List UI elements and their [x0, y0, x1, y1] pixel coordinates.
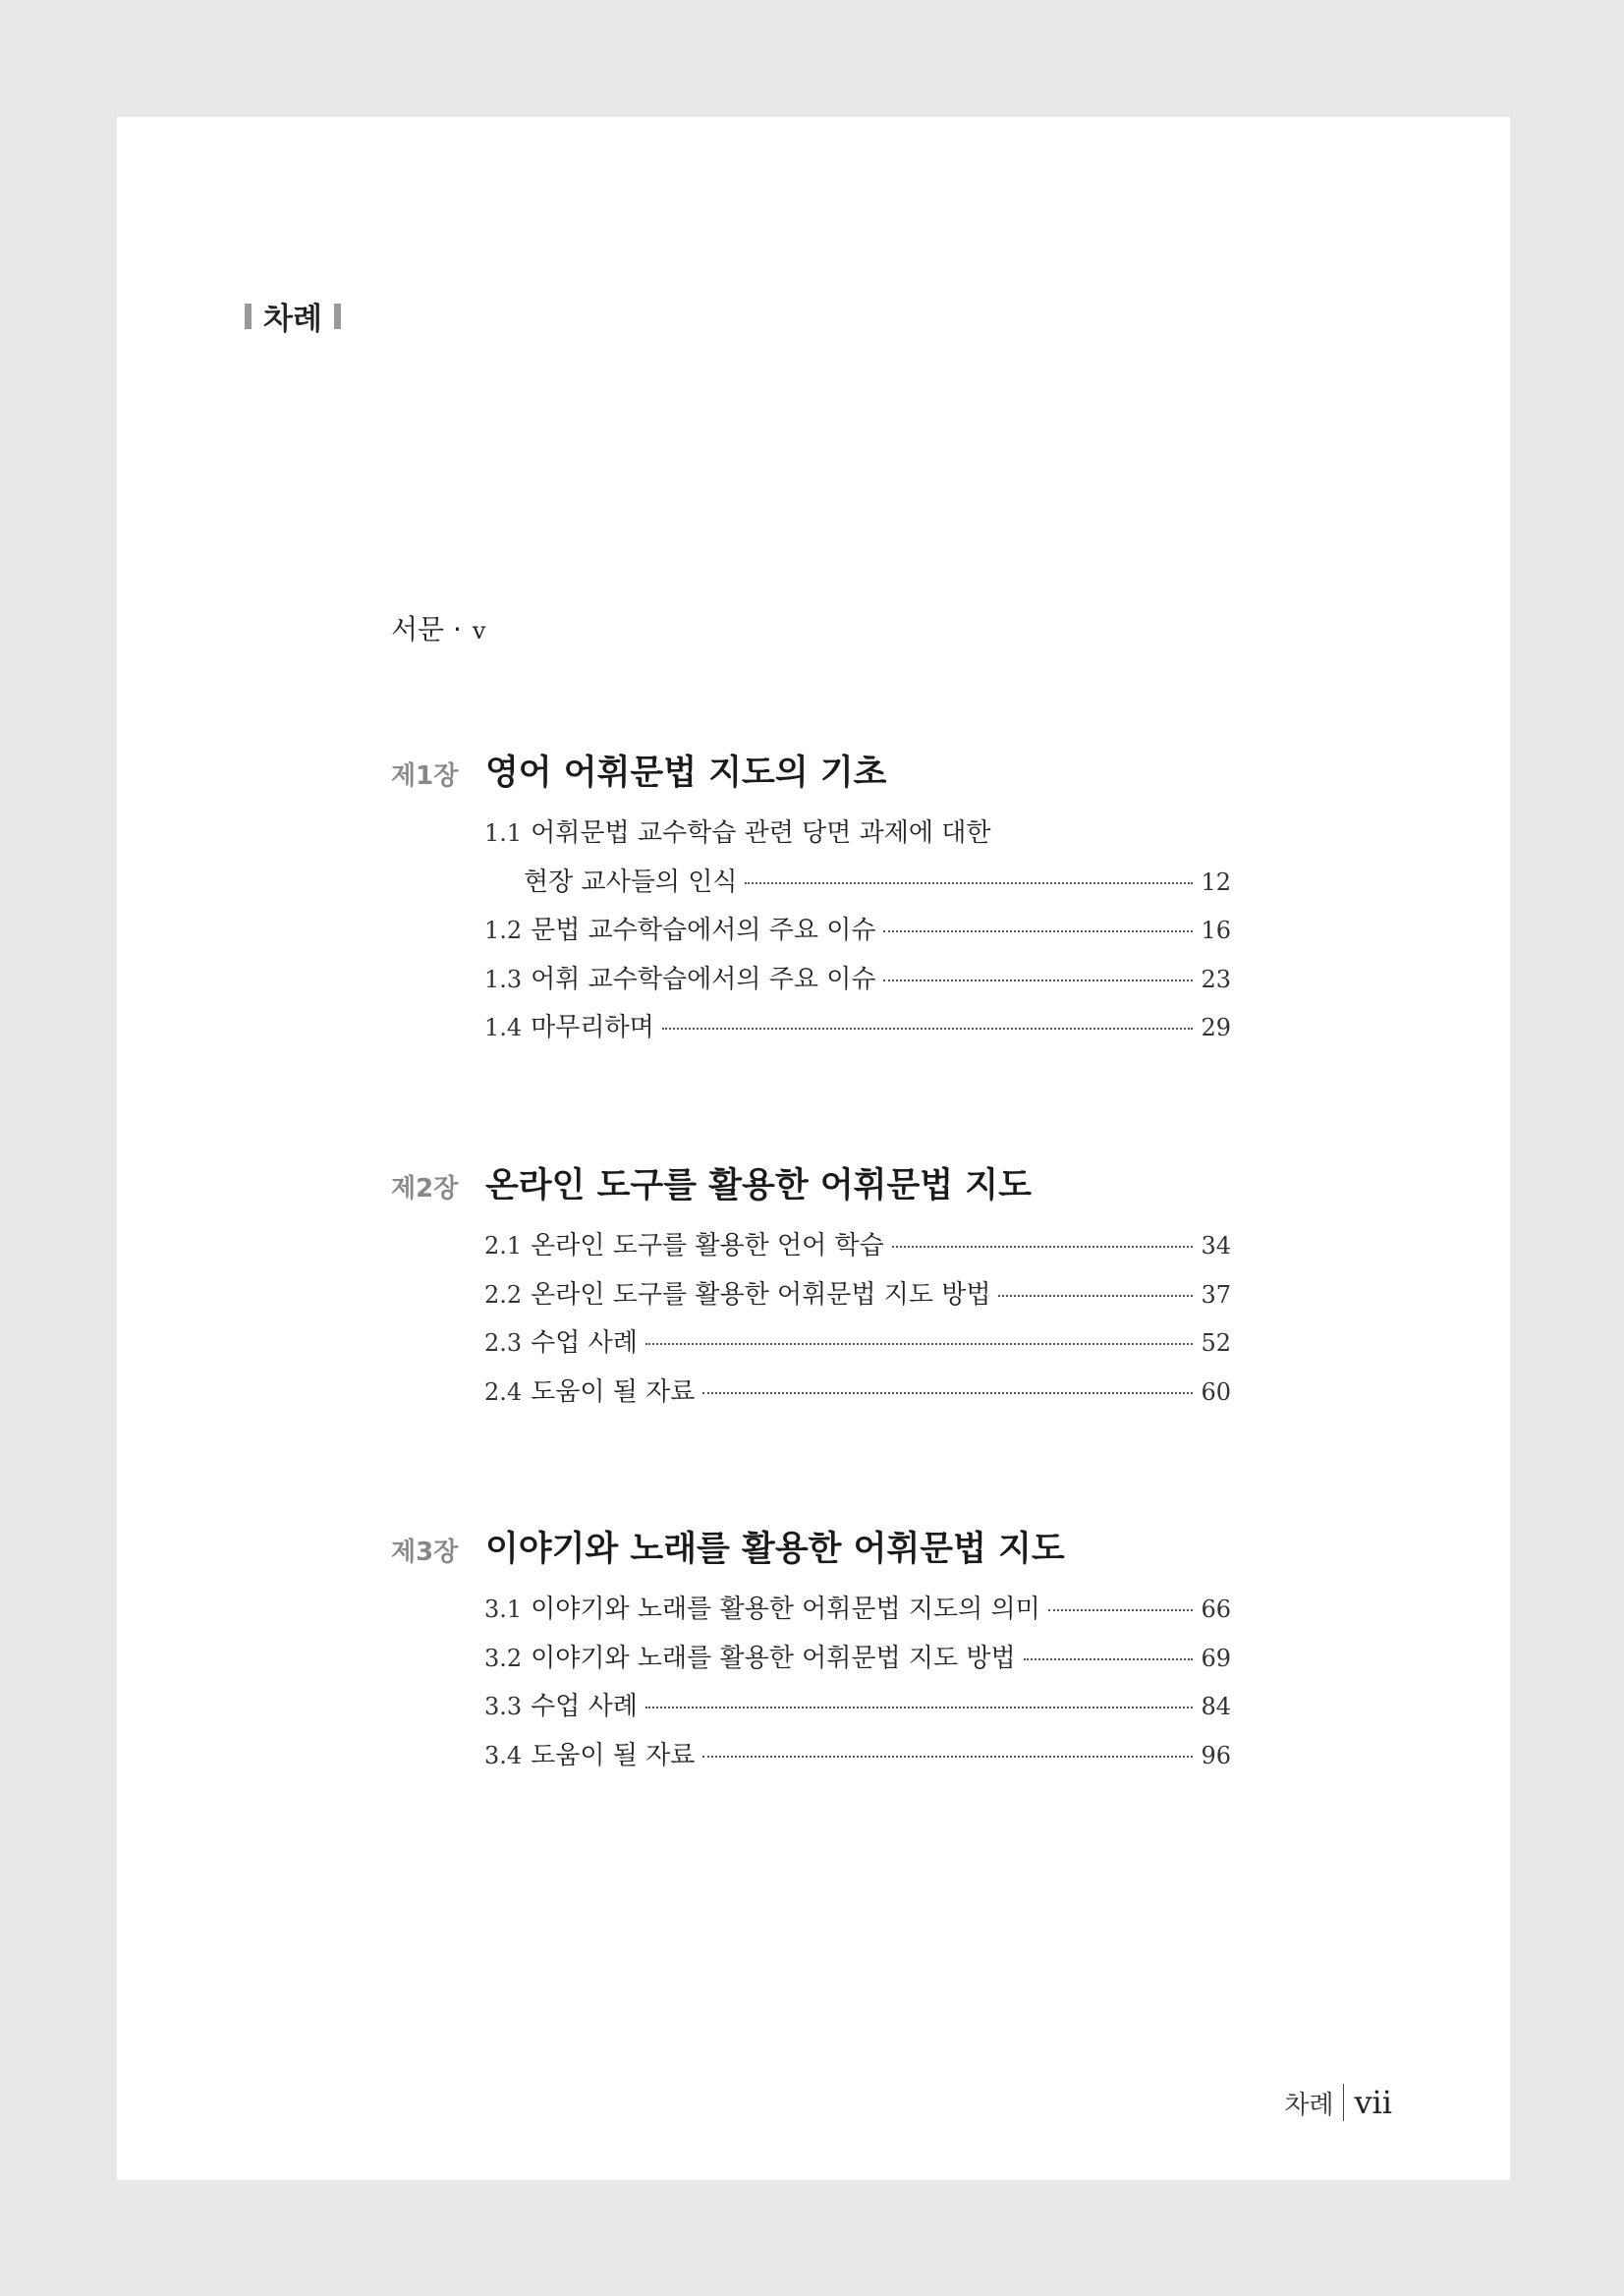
entry-page: 23: [1201, 965, 1231, 993]
preface-entry[interactable]: [391, 608, 485, 647]
preface-label: 서문: [391, 613, 445, 645]
chapter-2-entries: [391, 1225, 1231, 1420]
dot-leader: [645, 1707, 1194, 1708]
entry-text: 문법 교수학습에서의 주요 이슈: [531, 916, 876, 945]
entry-text: 어휘 교수학습에서의 주요 이슈: [531, 964, 876, 994]
chapter-1: [391, 746, 1342, 1056]
dot-leader: [883, 980, 1193, 981]
section-number: 3.4: [484, 1741, 523, 1769]
section-number: 1.1: [484, 819, 523, 847]
entry-page: 52: [1201, 1329, 1231, 1357]
toc-entry-3-2[interactable]: [484, 1638, 1231, 1687]
section-number: 3.2: [484, 1644, 523, 1672]
dot-leader: [745, 882, 1193, 884]
toc-heading-label: 차례: [263, 302, 322, 337]
section-number: 3.3: [484, 1693, 523, 1720]
toc-entry-1-4[interactable]: [484, 1007, 1231, 1056]
chapter-title: 이야기와 노래를 활용한 어휘문법 지도: [485, 1529, 1065, 1569]
toc-entry-2-3[interactable]: [484, 1322, 1231, 1372]
entry-text-line1: 어휘문법 교수학습 관련 당면 과제에 대한: [531, 818, 991, 848]
entry-text: 도움이 될 자료: [531, 1376, 696, 1407]
chapter-number: 제1장: [391, 761, 459, 791]
dot-leader: [883, 930, 1193, 932]
dot-leader: [998, 1295, 1193, 1297]
heading-bar-left: [245, 304, 252, 329]
section-number: 1.3: [484, 965, 523, 993]
section-number: 2.1: [484, 1232, 523, 1260]
section-number: 2.4: [484, 1377, 523, 1406]
entry-text: 수업 사례: [531, 1328, 638, 1358]
section-number: 2.2: [484, 1280, 523, 1309]
toc-entry-3-4[interactable]: [484, 1735, 1231, 1784]
entry-page: 60: [1201, 1377, 1231, 1406]
dot-leader: [702, 1392, 1193, 1394]
chapter-title: 영어 어휘문법 지도의 기초: [485, 753, 887, 793]
preface-page: v: [472, 617, 486, 644]
chapter-number: 제2장: [391, 1174, 459, 1204]
page-footer: [1284, 2084, 1392, 2121]
footer-divider: [1343, 2084, 1344, 2121]
section-number: 3.1: [484, 1596, 523, 1623]
entry-page: 96: [1201, 1741, 1231, 1769]
section-number: 2.3: [484, 1329, 523, 1357]
toc-entry-2-1[interactable]: [484, 1225, 1231, 1274]
chapter-3-title-row[interactable]: [391, 1522, 1342, 1571]
chapter-3-entries: [391, 1589, 1231, 1783]
entry-text: 온라인 도구를 활용한 언어 학습: [531, 1231, 884, 1260]
toc-entry-1-3[interactable]: [484, 959, 1231, 1008]
preface-separator: ·: [453, 613, 462, 645]
dot-leader: [662, 1028, 1194, 1030]
chapter-1-entries: [391, 812, 1231, 1056]
footer-label: 차례: [1284, 2090, 1334, 2120]
chapter-title: 온라인 도구를 활용한 어휘문법 지도: [485, 1165, 1032, 1205]
entry-page: 29: [1201, 1014, 1231, 1041]
dot-leader: [645, 1343, 1194, 1345]
toc-entry-1-1[interactable]: [484, 812, 1231, 910]
entry-page: 69: [1201, 1644, 1231, 1672]
toc-entry-2-2[interactable]: [484, 1274, 1231, 1323]
toc-heading: [245, 294, 341, 338]
toc-entry-3-1[interactable]: [484, 1589, 1231, 1638]
dot-leader: [1024, 1658, 1194, 1660]
toc-entry-2-4[interactable]: [484, 1372, 1231, 1421]
chapter-2-title-row[interactable]: [391, 1158, 1342, 1207]
dot-leader: [702, 1756, 1193, 1758]
entry-page: 12: [1201, 868, 1231, 896]
toc-entry-1-2[interactable]: [484, 910, 1231, 959]
entry-text: 도움이 될 자료: [531, 1740, 696, 1770]
entry-text: 수업 사례: [531, 1692, 638, 1721]
toc-entry-3-3[interactable]: [484, 1686, 1231, 1735]
chapter-2: [391, 1158, 1342, 1420]
entry-text: 이야기와 노래를 활용한 어휘문법 지도 방법: [531, 1643, 1016, 1673]
entry-text-line2: 현장 교사들의 인식: [524, 867, 738, 897]
dot-leader: [892, 1246, 1194, 1248]
chapter-3: [391, 1522, 1342, 1783]
entry-page: 16: [1201, 917, 1231, 944]
chapter-number: 제3장: [391, 1538, 459, 1567]
entry-page: 84: [1201, 1693, 1231, 1720]
entry-page: 37: [1201, 1280, 1231, 1309]
section-number: 1.4: [484, 1014, 523, 1041]
footer-page-number: vii: [1354, 2084, 1392, 2121]
entry-text: 이야기와 노래를 활용한 어휘문법 지도의 의미: [531, 1595, 1040, 1624]
entry-page: 34: [1201, 1232, 1231, 1260]
section-number: 1.2: [484, 917, 523, 944]
chapter-1-title-row[interactable]: [391, 746, 1342, 795]
dot-leader: [1048, 1609, 1194, 1611]
heading-bar-right: [334, 304, 341, 329]
entry-text: 마무리하며: [531, 1013, 654, 1042]
entry-text: 온라인 도구를 활용한 어휘문법 지도 방법: [531, 1279, 991, 1310]
entry-page: 66: [1201, 1596, 1231, 1623]
document-page: [117, 117, 1510, 2180]
